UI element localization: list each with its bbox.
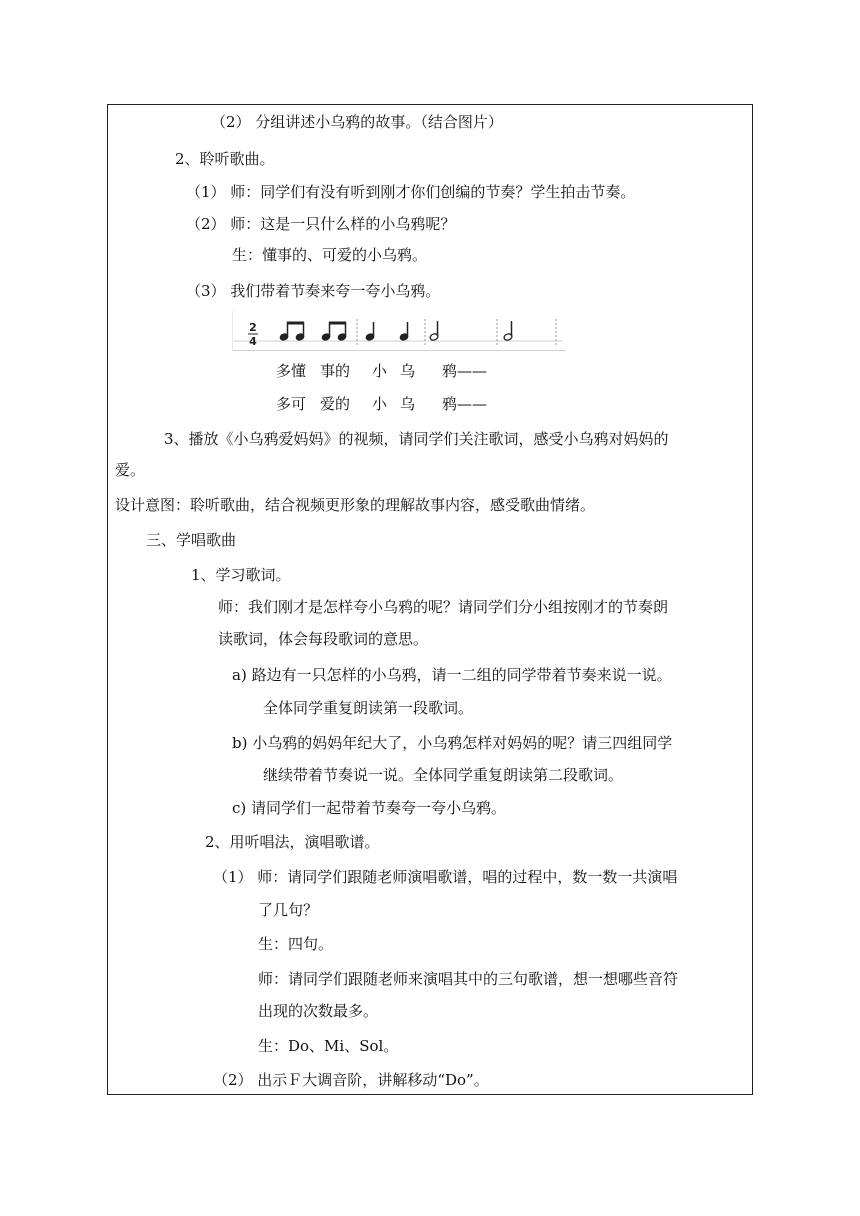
section-heading: 2、聆听歌曲。: [175, 150, 275, 168]
text-line: （2） 师：这是一只什么样的小乌鸦呢？: [186, 215, 456, 233]
lyric-syllable: 鸦——: [442, 362, 488, 380]
text-line: 爱。: [115, 461, 146, 479]
text-line: （3） 我们带着节奏来夸一夸小乌鸦。: [186, 282, 441, 300]
text-line: （2） 分组讲述小乌鸦的故事。（结合图片）: [211, 113, 503, 131]
text-line: 生：Do、Mi、Sol。: [258, 1037, 399, 1055]
text-line: （1） 师：同学们有没有听到刚才你们创编的节奏？学生拍击节奏。: [186, 183, 636, 201]
text-line: 全体同学重复朗读第一段歌词。: [263, 699, 474, 717]
eighth-note-pair-2: [321, 322, 347, 341]
text-line: 生：懂事的、可爱的小乌鸦。: [232, 246, 428, 264]
lyric-syllable: 事的: [320, 362, 351, 380]
text-line: 师：我们刚才是怎样夸小乌鸦的呢？请同学们分小组按刚才的节奏朗: [218, 598, 669, 616]
text-line: 读歌词，体会每段歌词的意思。: [218, 630, 429, 648]
list-item: a) 路边有一只怎样的小乌鸦，请一二组的同学带着节奏来说一说。: [232, 666, 672, 684]
text-line: 生：四句。: [258, 935, 334, 953]
section-heading: 1、学习歌词。: [191, 566, 291, 584]
text-line: 出现的次数最多。: [258, 1002, 379, 1020]
text-line: （1） 师：请同学们跟随老师演唱歌谱，唱的过程中，数一数一共演唱: [213, 868, 678, 886]
text-line: 继续带着节奏说一说。全体同学重复朗读第二段歌词。: [263, 766, 624, 784]
quarter-note-1: [365, 322, 375, 341]
text-line: （2） 出示Ｆ大调音阶，讲解移动“Do”。: [213, 1071, 489, 1089]
text-line: 3、播放《小乌鸦爱妈妈》的视频，请同学们关注歌词，感受小乌鸦对妈妈的: [164, 430, 669, 448]
quarter-note-2: [399, 322, 409, 341]
lyric-syllable: 鸦——: [442, 395, 488, 413]
rhythm-score: [233, 311, 567, 351]
eighth-note-pair-1: [279, 322, 305, 341]
lyric-syllable: 爱的: [320, 395, 351, 413]
section-heading: 三、学唱歌曲: [146, 531, 237, 549]
lyric-syllable: 多懂: [276, 362, 307, 380]
text-line: 师：请同学们跟随老师来演唱其中的三句歌谱，想一想哪些音符: [258, 970, 679, 988]
list-item: c) 请同学们一起带着节奏夸一夸小乌鸦。: [232, 799, 507, 817]
lyric-syllable: 乌: [400, 362, 416, 380]
lyric-syllable: 小: [372, 395, 388, 413]
half-note-2: [503, 321, 513, 341]
time-signature-top: 2: [249, 321, 257, 334]
rhythm-notation: [232, 311, 566, 351]
time-signature-bottom: 4: [249, 335, 257, 348]
lyric-syllable: 小: [372, 362, 388, 380]
text-line: 了几句？: [258, 901, 319, 919]
list-item: b) 小乌鸦的妈妈年纪大了，小乌鸦怎样对妈妈的呢？请三四组同学: [232, 734, 673, 752]
lyric-syllable: 乌: [400, 395, 416, 413]
half-note-1: [429, 321, 439, 341]
lyric-syllable: 多可: [276, 395, 307, 413]
section-heading: 2、用听唱法，演唱歌谱。: [205, 833, 380, 851]
design-intent: 设计意图：聆听歌曲，结合视频更形象的理解故事内容，感受歌曲情绪。: [115, 496, 596, 514]
